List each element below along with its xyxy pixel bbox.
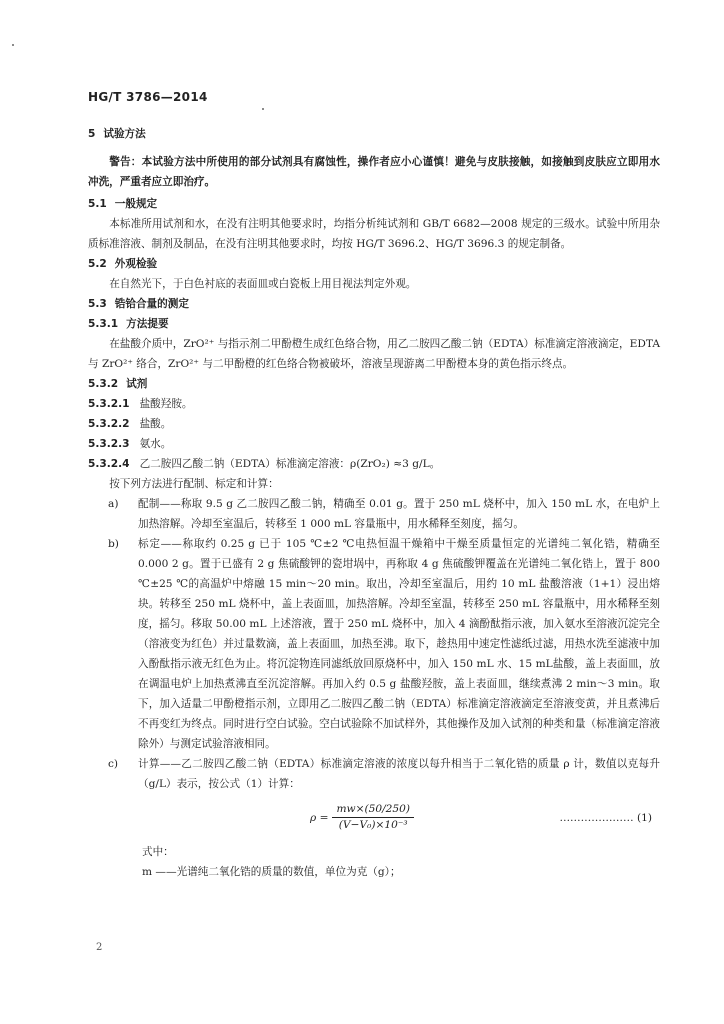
standard-code: HG/T 3786—2014 bbox=[88, 90, 208, 104]
reagent-ammonia: 5.3.2.3 氨水。 bbox=[88, 438, 172, 450]
formula-lhs: ρ = bbox=[310, 811, 329, 824]
section-5-3-2-heading: 5.3.2 试剂 bbox=[88, 378, 148, 390]
where-m-definition: m ——光谱纯二氧化锆的质量的数值，单位为克（g）； bbox=[142, 866, 401, 878]
section-5-2-heading: 5.2 外观检验 bbox=[88, 258, 158, 270]
scan-speck bbox=[262, 108, 264, 110]
formula-1 bbox=[88, 796, 660, 840]
reagent-hydroxylamine: 5.3.2.1 盐酸羟胺。 bbox=[88, 398, 193, 410]
warning-text: 警告：本试验方法中所使用的部分试剂具有腐蚀性，操作者应小心谨慎！避免与皮肤接触，如接触到皮肤应立即用水冲洗，严重者应立即治疗。 bbox=[88, 156, 660, 188]
main-content bbox=[88, 124, 660, 882]
item-b-standardization: b) 标定——称取约 0.25 g 已于 105 ℃±2 ℃电热恒温干燥箱中干燥至质量恒定的光谱纯二氧化锆，精确至 0.000 2 g。置于已盛有 2 g 焦硫酸钾的瓷坩埚中，再称取 4 g 焦硫酸钾覆盖在光谱纯二氧化锆上，置于 800 ℃±25 ℃的高温炉中熔融 15 min～20 min。取出，冷却至室温后，用约 10 mL 盐酸溶液（1+1）浸出熔块。转移至 250 mL 烧杯中，盖上表面皿，加热溶解。冷却至室温，转移至 250 mL 容量瓶中，用水稀释至刻度，摇匀。移取 50.00 mL 上述溶液，置于 250 mL 烧杯中，加入 4 滴酚酞指示液，加入氨水至溶液沉淀完全（溶液变为红色）并过量数滴，盖上表面皿，加热至沸。取下，趁热用中速定性滤纸过滤，用热水洗至滤液中加入酚酞指示液无红色为止。将沉淀物连同滤纸放回原烧杯中，加入 150 mL 水、15 mL盐酸，盖上表面皿，放在调温电炉上加热煮沸直至沉淀溶解。再加入约 0.5 g 盐酸羟胺，盖上表面皿，继续煮沸 2 min～3 min。取下，加入适量二甲酚橙指示剂，立即用乙二胺四乙酸二钠（EDTA）标准滴定溶液滴定至溶液变黄，并且煮沸后不再变红为终点。同时进行空白试验。空白试验除不加试样外，其他操作及加入试剂的种类和量（标准滴定溶液除外）与测定试验溶液相同。 bbox=[108, 538, 660, 750]
page-number: 2 bbox=[96, 942, 103, 953]
scan-speck bbox=[12, 44, 14, 46]
section-5-3-heading: 5.3 锆铪合量的测定 bbox=[88, 298, 189, 310]
formula-fraction bbox=[332, 802, 414, 833]
item-a-preparation: a) 配制——称取 9.5 g 乙二胺四乙酸二钠，精确至 0.01 g。置于 250 mL 烧杯中，加入 150 mL 水，在电炉上加热溶解。冷却至室温后，转移至 1 000 mL 容量瓶中，用水稀释至刻度，摇匀。 bbox=[108, 498, 660, 530]
section-5-1-heading: 5.1 一般规定 bbox=[88, 198, 158, 210]
section-5-heading: 5 试验方法 bbox=[88, 128, 146, 140]
formula-denominator: (V−V₀)×10⁻³ bbox=[338, 819, 408, 831]
procedure-intro: 按下列方法进行配制、标定和计算： bbox=[109, 478, 279, 490]
formula-leader-dots: ………………… bbox=[559, 812, 634, 824]
section-5-3-1-heading: 5.3.1 方法提要 bbox=[88, 318, 169, 330]
item-c-calculation: c) 计算——乙二胺四乙酸二钠（EDTA）标准滴定溶液的浓度以每升相当于二氧化锆的质量 ρ 计，数值以克每升（g/L）表示，按公式（1）计算： bbox=[108, 758, 660, 790]
section-5-3-1-text: 在盐酸介质中，ZrO²⁺ 与指示剂二甲酚橙生成红色络合物，用乙二胺四乙酸二钠（EDTA）标准滴定溶液滴定，EDTA 与 ZrO²⁺ 络合，ZrO²⁺ 与二甲酚橙的红色络合物被破坏，溶液呈现游离二甲酚橙本身的黄色指示终点。 bbox=[88, 338, 660, 370]
section-5-2-text: 在自然光下，于白色衬底的表面皿或白瓷板上用目视法判定外观。 bbox=[109, 278, 417, 290]
reagent-hcl: 5.3.2.2 盐酸。 bbox=[88, 418, 172, 430]
where-label: 式中： bbox=[142, 846, 174, 858]
formula-number: (1) bbox=[636, 812, 652, 824]
formula-numerator: mw×(50/250) bbox=[332, 802, 414, 818]
section-5-1-text: 本标准所用试剂和水，在没有注明其他要求时，均指分析纯试剂和 GB/T 6682—2008 规定的三级水。试验中所用杂质标准溶液、制剂及制品，在没有注明其他要求时，均按 HG/T 3696.2、HG/T 3696.3 的规定制备。 bbox=[88, 218, 660, 250]
reagent-edta: 5.3.2.4 乙二胺四乙酸二钠（EDTA）标准滴定溶液：ρ(ZrO₂) ≈3 g/L。 bbox=[88, 458, 441, 470]
